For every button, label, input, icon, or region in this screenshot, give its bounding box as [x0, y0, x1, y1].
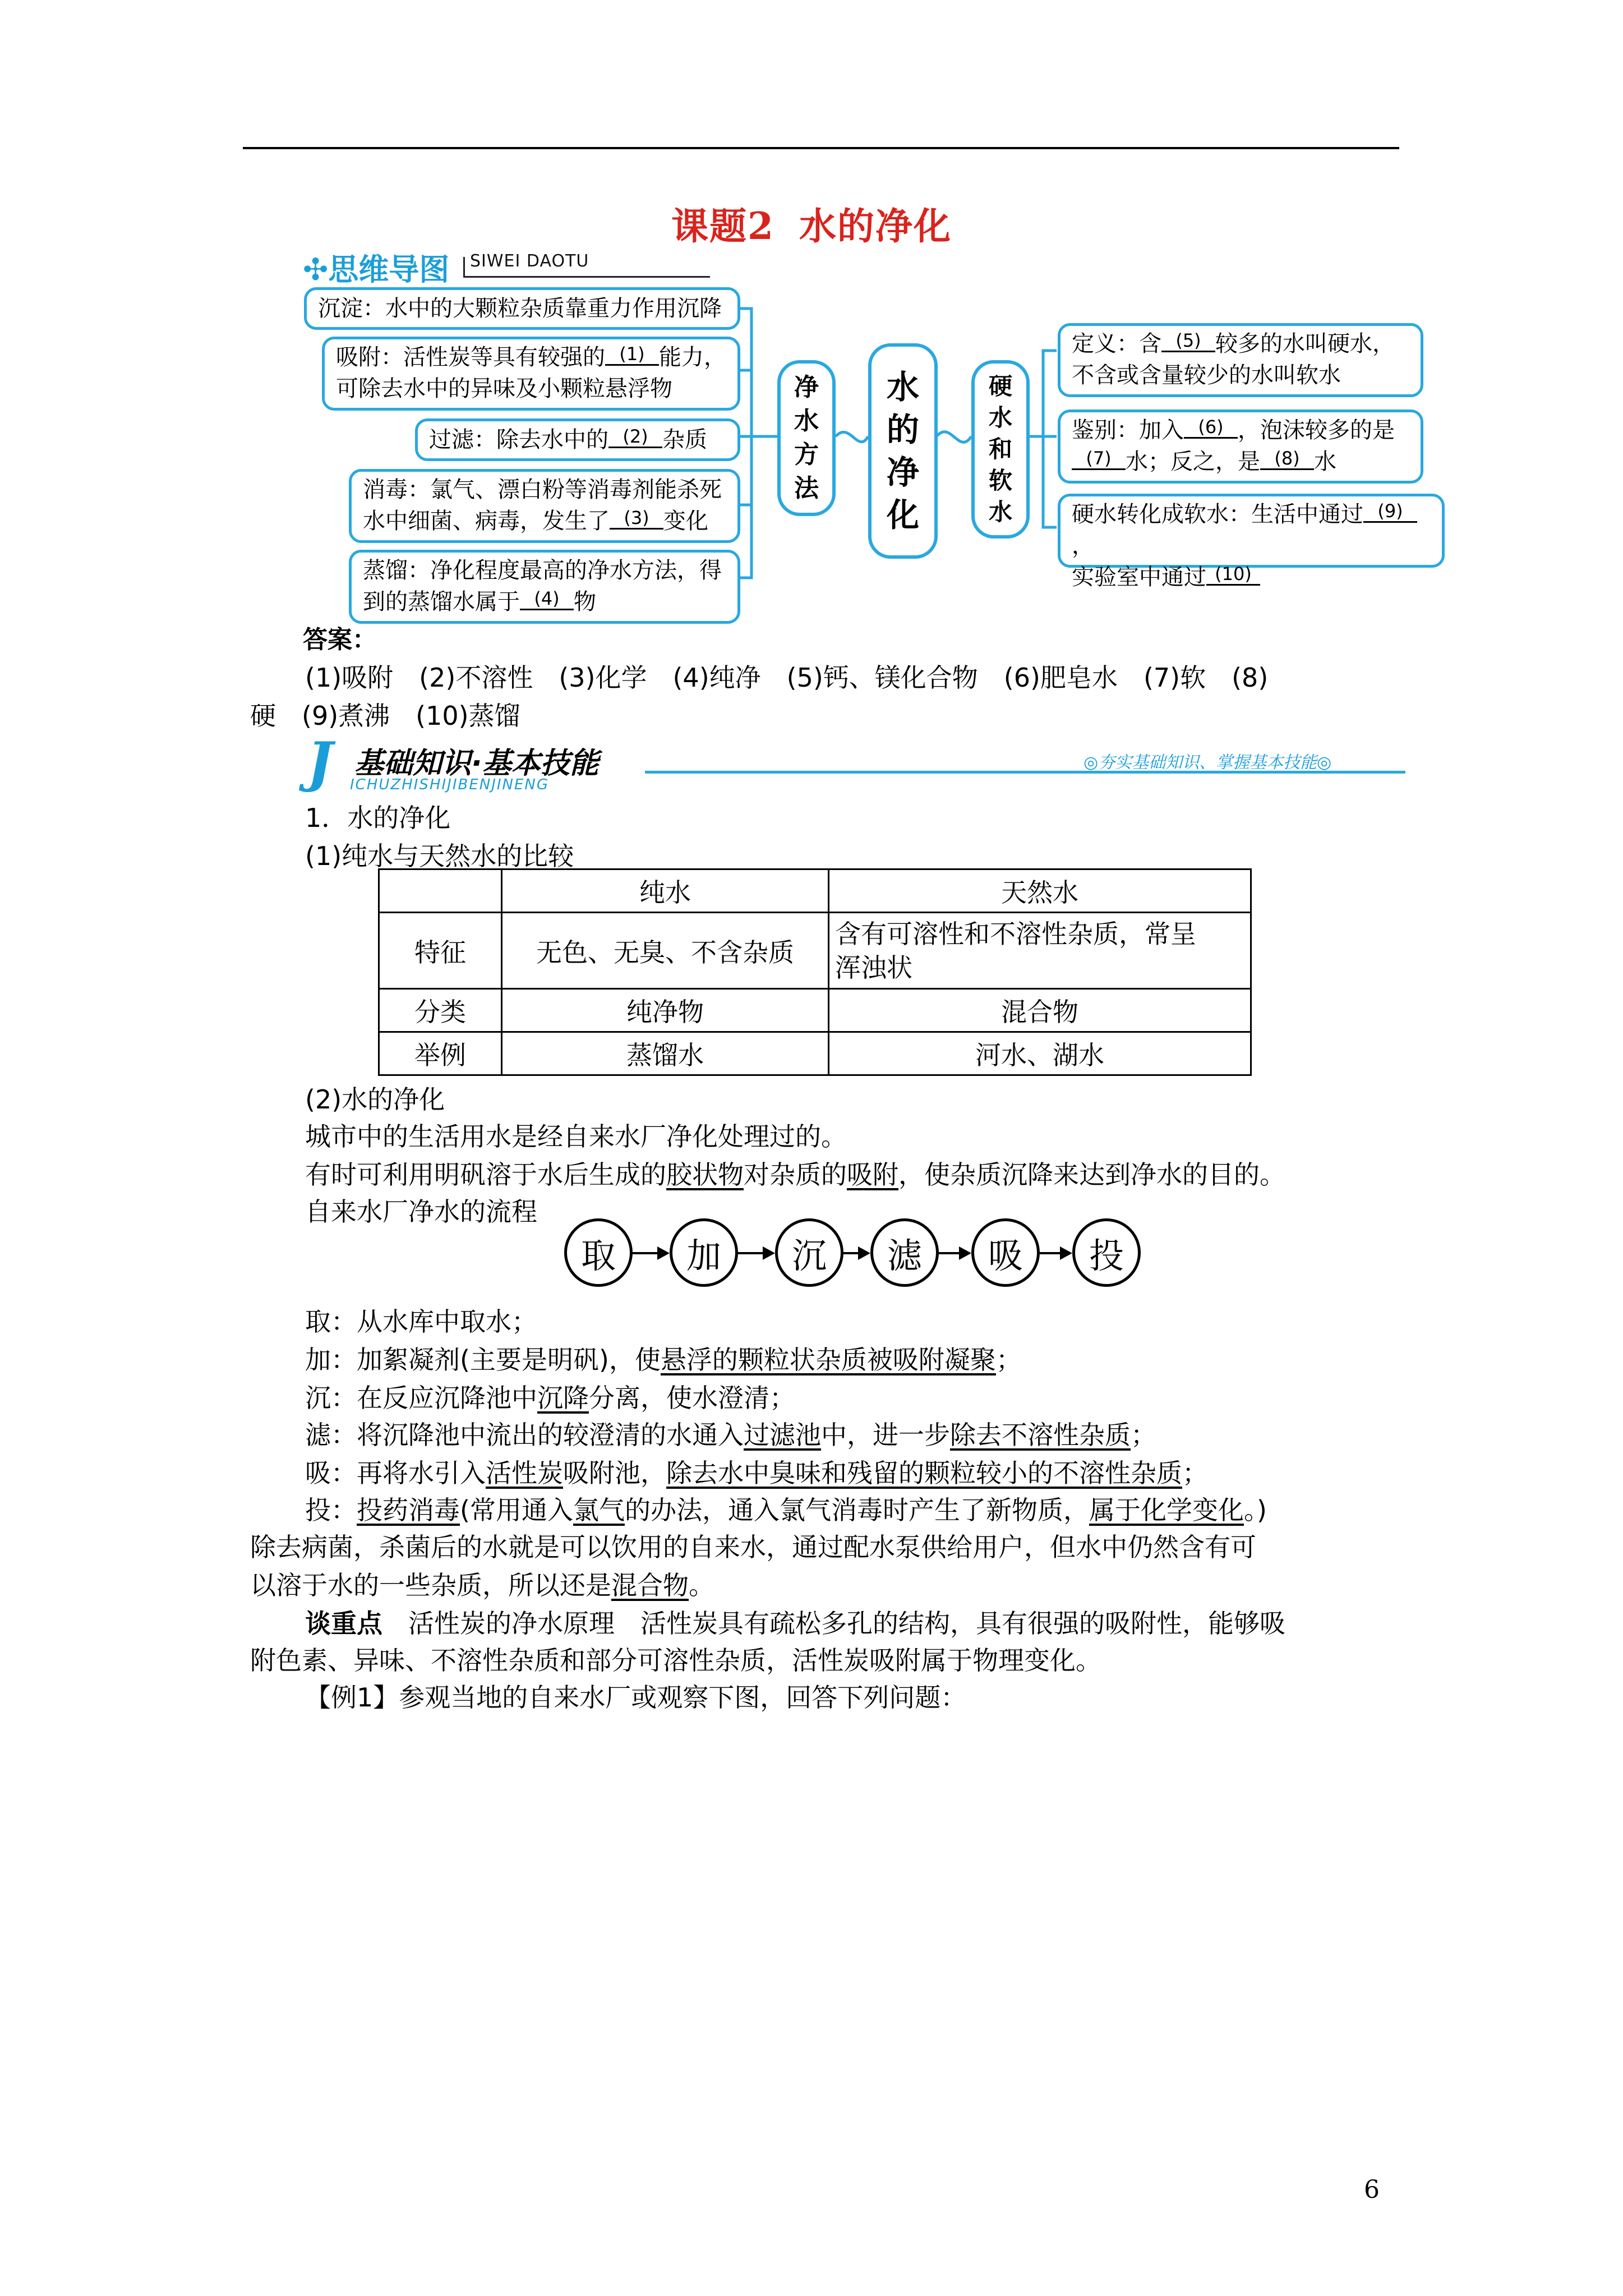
center-char-4: 化 [886, 496, 919, 534]
natural-feature-line-2: 浑浊状 [835, 952, 912, 983]
blank-6: (6) [1184, 417, 1238, 439]
paragraph-flow-title: 自来水厂净水的流程 [305, 1197, 537, 1227]
step-disinfect-underline-3: 属于化学变化 [1089, 1495, 1244, 1525]
step-disinfect-l3-b: 。 [689, 1570, 714, 1600]
paragraph-alum [305, 1154, 1285, 1191]
distillation-text-b: 到的蒸馏水属于 [363, 589, 520, 615]
mind-map-header: ✣思维导图 [303, 252, 450, 287]
step-settle-b: 分离，使水澄清； [589, 1383, 795, 1413]
step-adsorb-underline-2: 除去水中臭味和残留的颗粒较小的不溶性杂质 [666, 1458, 1182, 1488]
paragraph-city-water: 城市中的生活用水是经自来水厂净化处理过的。 [305, 1121, 847, 1152]
step-add [305, 1340, 1022, 1377]
definition-text-b: 较多的水叫硬水， [1215, 331, 1395, 357]
table-header-pure: 纯水 [502, 869, 829, 913]
blank-2: (2) [608, 426, 662, 448]
hard-to-soft-box [1058, 494, 1445, 590]
step-filter [305, 1415, 1156, 1452]
subsection-2: (2)水的净化 [305, 1084, 445, 1115]
step-disinfect-line-2: 除去病菌，杀菌后的水就是可以饮用的自来水，通过配水泵供给用户，但水中仍然含有可 [250, 1532, 1256, 1562]
disinfection-text-b: 水中细菌、病毒，发生了 [363, 508, 610, 534]
flow-arrow [738, 1252, 765, 1254]
hub-right-char-5: 水 [988, 498, 1012, 526]
step-add-a: 加：加絮凝剂(主要是明矾)，使 [305, 1345, 661, 1375]
step-add-b: ； [995, 1345, 1022, 1375]
distillation-text-c: 物 [574, 589, 596, 615]
blank-9: (9) [1363, 501, 1417, 523]
identification-text-b: ，泡沫较多的是 [1238, 417, 1395, 443]
key-point-label: 谈重点 [305, 1608, 382, 1639]
step-filter-a: 滤：将沉降池中流出的较澄清的水通入 [305, 1420, 744, 1450]
header-rule [243, 147, 1399, 149]
adsorption-text-a: 吸附：活性炭等具有较强的 [336, 344, 605, 370]
alum-text-a: 有时可利用明矾溶于水后生成的 [305, 1159, 666, 1190]
blank-10: (10) [1206, 564, 1260, 586]
distillation-text-a: 蒸馏：净化程度最高的净水方法，得 [363, 558, 722, 583]
step-disinfect-underline-2: 氯气 [573, 1495, 625, 1525]
step-filter-underline-1: 过滤池 [744, 1420, 821, 1450]
blank-8: (8) [1260, 448, 1314, 470]
blank-7: (7) [1072, 448, 1126, 470]
alum-underline-2: 吸附 [847, 1159, 898, 1190]
step-disinfect-line-3 [250, 1565, 714, 1602]
mind-map-header-tick [463, 257, 465, 277]
flow-arrow [633, 1252, 660, 1254]
answers-label: 答案： [303, 625, 377, 654]
mind-map-header-text: 思维导图 [328, 252, 450, 287]
flow-step-add: 加 [670, 1218, 738, 1287]
table-cell: 混合物 [829, 989, 1251, 1032]
blank-4: (4) [520, 588, 574, 610]
flow-arrowhead [858, 1246, 870, 1260]
subsection-1: (1)纯水与天然水的比较 [305, 841, 574, 871]
step-add-underline: 悬浮的颗粒状杂质被吸附凝聚 [660, 1345, 996, 1375]
identification-text-c: 水；反之，是 [1126, 449, 1260, 475]
table-cell: 特征 [379, 913, 502, 989]
step-filter-underline-2: 除去不溶性杂质 [950, 1420, 1131, 1450]
section-banner-pinyin: ICHUZHISHIJIBENJINENG [350, 776, 550, 793]
flow-step-adsorb: 吸 [971, 1218, 1040, 1287]
method-sedimentation-box [304, 287, 740, 330]
identification-text-a: 鉴别：加入 [1072, 417, 1184, 443]
blank-1: (1) [605, 344, 659, 366]
step-settle-a: 沉：在反应沉降池中 [305, 1383, 537, 1413]
filtration-text-a: 过滤：除去水中的 [429, 427, 608, 453]
table-cell: 分类 [379, 989, 502, 1032]
method-distillation-box [349, 550, 740, 624]
table-cell: 蒸馏水 [502, 1032, 829, 1075]
mind-map-header-rule [463, 276, 710, 278]
flow-arrowhead [763, 1246, 775, 1260]
hub-purification-methods [777, 360, 836, 516]
step-filter-b: 中，进一步 [821, 1420, 950, 1450]
sedimentation-text: 沉淀：水中的大颗粒杂质靠重力作用沉降 [318, 296, 722, 321]
flow-step-take: 取 [564, 1218, 633, 1287]
hub-right-char-3: 和 [988, 435, 1012, 463]
table-cell [829, 913, 1251, 989]
conversion-text-c: 实验室中通过 [1072, 564, 1206, 590]
step-settle [305, 1378, 795, 1415]
blank-5: (5) [1161, 330, 1215, 352]
flow-arrowhead [1060, 1246, 1072, 1260]
alum-text-c: ，使杂质沉降来达到净水的目的。 [898, 1159, 1285, 1190]
answers-line-1: (1)吸附 (2)不溶性 (3)化学 (4)纯净 (5)钙、镁化合物 (6)肥皂水 (7)软 (8) [305, 662, 1269, 693]
natural-feature-line-1: 含有可溶性和不溶性杂质，常呈 [835, 918, 1196, 949]
blank-3: (3) [610, 508, 663, 530]
definition-text-a: 定义：含 [1072, 331, 1161, 357]
section-banner-letter: J [307, 730, 333, 794]
hard-water-identification-box [1058, 409, 1423, 484]
comparison-table [378, 868, 1252, 1076]
flow-arrowhead [959, 1246, 971, 1260]
method-filtration-box [415, 418, 740, 461]
flow-arrow [939, 1252, 961, 1254]
step-adsorb-a: 吸：再将水引入 [305, 1458, 486, 1488]
step-disinfect [305, 1490, 1267, 1527]
disinfection-text-a: 消毒：氯气、漂白粉等消毒剂能杀死 [363, 477, 722, 503]
step-disinfect-c: 的办法，通入氯气消毒时产生了新物质， [624, 1495, 1089, 1525]
hub-left-char-1: 净 [794, 373, 819, 402]
step-adsorb-b: 吸附池， [563, 1458, 666, 1488]
step-adsorb-underline-1: 活性炭 [486, 1458, 563, 1488]
step-settle-underline: 沉降 [537, 1383, 589, 1413]
key-point [305, 1603, 1285, 1640]
hub-right-char-4: 软 [988, 467, 1012, 494]
table-cell: 无色、无臭、不含杂质 [502, 913, 829, 989]
definition-text-c: 不含或含量较少的水叫软水 [1072, 362, 1341, 388]
answers-line-2: 硬 (9)煮沸 (10)蒸馏 [250, 701, 520, 731]
hub-hard-soft-water [971, 360, 1030, 539]
step-disinfect-l3-underline: 混合物 [611, 1570, 689, 1600]
step-adsorb [305, 1453, 1208, 1490]
conversion-text-a: 硬水转化成软水：生活中通过 [1072, 501, 1363, 527]
center-char-1: 水 [886, 368, 919, 406]
example-1: 【例1】参观当地的自来水厂或观察下图，回答下列问题： [305, 1682, 967, 1713]
table-cell [379, 869, 502, 913]
flow-step-settle: 沉 [775, 1218, 843, 1287]
alum-underline-1: 胶状物 [666, 1159, 744, 1190]
section-banner-title: 基础知识·基本技能 [354, 747, 599, 780]
hard-water-definition-box [1058, 323, 1423, 397]
flow-arrow [1040, 1252, 1062, 1254]
hub-left-char-4: 法 [794, 474, 819, 503]
conversion-text-b: ， [1072, 533, 1094, 559]
step-disinfect-underline-1: 投药消毒 [357, 1495, 460, 1525]
key-point-line-2: 附色素、异味、不溶性杂质和部分可溶性杂质，活性炭吸附属于物理变化。 [250, 1645, 1101, 1676]
table-cell: 纯净物 [502, 989, 829, 1032]
hub-left-char-3: 方 [794, 440, 819, 469]
table-cell: 举例 [379, 1032, 502, 1075]
hub-left-char-2: 水 [794, 407, 819, 435]
flow-step-filter: 滤 [870, 1218, 939, 1287]
section-heading: 1．水的净化 [305, 803, 451, 833]
hub-center-topic [868, 343, 938, 559]
hub-right-char-2: 水 [988, 404, 1012, 431]
identification-text-d: 水 [1314, 449, 1336, 475]
table-row [379, 913, 1251, 989]
mind-map-header-pinyin: SIWEI DAOTU [470, 251, 589, 271]
hub-right-char-1: 硬 [988, 372, 1012, 400]
step-adsorb-c: ； [1182, 1458, 1208, 1488]
adsorption-text-b: 能力， [659, 344, 726, 370]
method-disinfection-box [349, 469, 740, 543]
method-adsorption-box [322, 337, 740, 411]
step-disinfect-b: (常用通入 [460, 1495, 573, 1525]
lesson-name: 水的净化 [799, 204, 952, 248]
center-char-3: 净 [886, 453, 919, 491]
step-disinfect-d: 。) [1243, 1495, 1267, 1525]
page-number: 6 [1364, 2175, 1380, 2204]
filtration-text-b: 杂质 [662, 427, 707, 453]
alum-text-b: 对杂质的 [744, 1159, 847, 1190]
step-disinfect-a: 投： [305, 1495, 357, 1525]
flow-step-disinfect: 投 [1072, 1218, 1141, 1287]
flow-arrowhead [657, 1246, 670, 1260]
center-char-2: 的 [886, 411, 919, 449]
disinfection-text-c: 变化 [663, 508, 708, 534]
key-point-text-1: 活性炭的净水原理 活性炭具有疏松多孔的结构，具有很强的吸附性，能够吸 [408, 1608, 1285, 1639]
table-header-natural: 天然水 [829, 869, 1251, 913]
step-filter-c: ； [1131, 1420, 1156, 1450]
step-disinfect-l3-a: 以溶于水的一些杂质，所以还是 [250, 1570, 611, 1600]
adsorption-text-c: 可除去水中的异味及小颗粒悬浮物 [336, 376, 672, 402]
table-row [379, 989, 1251, 1032]
page-title [0, 196, 1623, 250]
lesson-number: 课题2 [671, 204, 774, 248]
section-banner-note: ◎夯实基础知识、掌握基本技能◎ [1083, 753, 1332, 772]
table-header-row [379, 869, 1251, 913]
step-take: 取：从水库中取水； [305, 1306, 537, 1337]
table-row [379, 1032, 1251, 1075]
table-cell: 河水、湖水 [829, 1032, 1251, 1075]
